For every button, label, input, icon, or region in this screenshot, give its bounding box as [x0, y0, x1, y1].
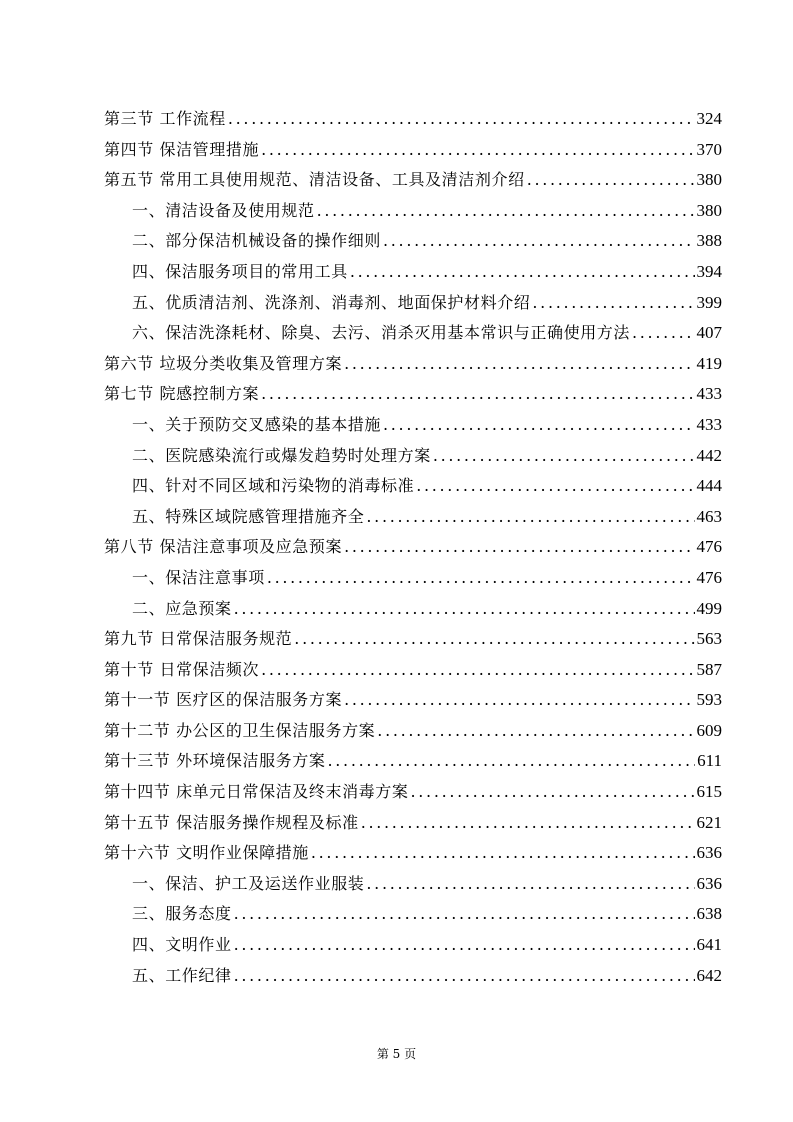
toc-dot-leader [234, 899, 695, 930]
toc-page-number: 476 [696, 567, 722, 587]
toc-dot-leader [366, 869, 694, 900]
toc-entry[interactable] [104, 135, 722, 166]
toc-entry-title: 第十二节 办公区的卫生保洁服务方案 [104, 720, 376, 740]
toc-page-number: 444 [696, 476, 722, 496]
toc-dot-leader [350, 257, 695, 288]
toc-dot-leader [234, 594, 695, 625]
toc-subentry[interactable] [104, 930, 722, 961]
toc-dot-leader [344, 532, 694, 563]
toc-subentry[interactable] [104, 961, 722, 992]
toc-page-number: 563 [696, 629, 722, 649]
toc-page-number: 476 [696, 537, 722, 557]
toc-dot-leader [411, 777, 695, 808]
toc-page-number: 433 [696, 384, 722, 404]
toc-entry[interactable] [104, 746, 722, 777]
toc-dot-leader [366, 502, 694, 533]
toc-entry-title: 第十六节 文明作业保障措施 [104, 843, 309, 863]
toc-entry-title: 第三节 工作流程 [104, 109, 226, 128]
toc-dot-leader [344, 685, 694, 716]
toc-entry[interactable] [104, 655, 722, 686]
toc-page-number: 636 [696, 873, 722, 893]
toc-subentry[interactable] [104, 410, 722, 441]
toc-dot-leader [294, 624, 694, 655]
toc-subentry[interactable] [104, 257, 722, 288]
toc-entry[interactable] [104, 349, 722, 380]
toc-entry-title: 五、优质清洁剂、洗涤剂、消毒剂、地面保护材料介绍 [132, 292, 531, 312]
toc-entry[interactable] [104, 624, 722, 655]
toc-entry[interactable] [104, 777, 722, 808]
toc-dot-leader [632, 318, 694, 349]
toc-page-number: 499 [696, 598, 722, 618]
toc-subentry[interactable] [104, 471, 722, 502]
toc-entry-title: 一、关于预防交叉感染的基本措施 [132, 414, 382, 434]
toc-entry-title: 第十五节 保洁服务操作规程及标准 [104, 812, 359, 832]
toc-page-number: 609 [696, 720, 722, 740]
toc-entry-title: 五、特殊区域院感管理措施齐全 [132, 506, 365, 526]
toc-page-number: 388 [696, 231, 722, 251]
toc-entry[interactable] [104, 532, 722, 563]
page-footer [0, 1045, 793, 1062]
toc-dot-leader [361, 808, 695, 839]
toc-entry[interactable] [104, 104, 722, 135]
toc-entry[interactable] [104, 808, 722, 839]
toc-page-number: 407 [696, 323, 722, 343]
toc-entry-title: 第十四节 床单元日常保洁及终末消毒方案 [104, 782, 409, 802]
toc-dot-leader [267, 563, 695, 594]
toc-dot-leader [261, 655, 694, 686]
toc-page-number: 370 [696, 139, 722, 159]
toc-entry-title: 第七节 院感控制方案 [104, 384, 260, 404]
toc-subentry[interactable] [104, 441, 722, 472]
toc-subentry[interactable] [104, 196, 722, 227]
toc-dot-leader [383, 410, 694, 441]
toc-subentry[interactable] [104, 226, 722, 257]
toc-subentry[interactable] [104, 594, 722, 625]
toc-entry-title: 四、保洁服务项目的常用工具 [132, 261, 348, 281]
toc-dot-leader [416, 471, 694, 502]
toc-dot-leader [234, 961, 695, 992]
toc-entry-title: 第六节 垃圾分类收集及管理方案 [104, 353, 343, 373]
toc-entry-title: 第八节 保洁注意事项及应急预案 [104, 537, 343, 557]
toc-entry[interactable] [104, 165, 722, 196]
toc-dot-leader [433, 441, 695, 472]
toc-page-number: 442 [696, 445, 722, 465]
toc-entry-title: 三、服务态度 [132, 904, 232, 924]
toc-page-number: 621 [696, 812, 722, 832]
toc-page-number: 419 [696, 353, 722, 373]
toc-entry-title: 第九节 日常保洁服务规范 [104, 629, 293, 649]
toc-subentry[interactable] [104, 318, 722, 349]
toc-page-number: 380 [696, 170, 722, 190]
toc-page-number: 641 [696, 935, 722, 955]
toc-entry-title: 二、医院感染流行或爆发趋势时处理方案 [132, 445, 431, 465]
toc-entry-title: 六、保洁洗涤耗材、除臭、去污、消杀灭用基本常识与正确使用方法 [132, 323, 631, 343]
toc-entry-title: 四、针对不同区域和污染物的消毒标准 [132, 476, 415, 496]
toc-subentry[interactable] [104, 899, 722, 930]
toc-entry-title: 第五节 常用工具使用规范、清洁设备、工具及清洁剂介绍 [104, 170, 525, 190]
toc-entry-title: 一、保洁注意事项 [132, 567, 265, 587]
toc-subentry[interactable] [104, 869, 722, 900]
toc-page-number: 636 [696, 843, 722, 863]
toc-entry[interactable] [104, 716, 722, 747]
toc-page-number: 587 [696, 659, 722, 679]
toc-entry-title: 二、应急预案 [132, 598, 232, 618]
toc-page-number: 463 [696, 506, 722, 526]
toc-dot-leader [383, 226, 694, 257]
toc-page-number: 642 [696, 965, 722, 985]
toc-entry[interactable] [104, 379, 722, 410]
toc-page-number: 324 [696, 109, 722, 128]
toc-dot-leader [261, 135, 694, 166]
toc-entry-title: 二、部分保洁机械设备的操作细则 [132, 231, 382, 251]
toc-dot-leader [311, 838, 695, 869]
toc-entry-title: 五、工作纪律 [132, 965, 232, 985]
toc-dot-leader [532, 288, 694, 319]
toc-subentry[interactable] [104, 563, 722, 594]
toc-page-number: 433 [696, 414, 722, 434]
toc-page-number: 399 [696, 292, 722, 312]
toc-page-number: 593 [696, 690, 722, 710]
toc-dot-leader [261, 379, 694, 410]
toc-dot-leader [377, 716, 694, 747]
toc-entry-title: 第十节 日常保洁频次 [104, 659, 260, 679]
toc-dot-leader [317, 196, 695, 227]
toc-entry-title: 第十一节 医疗区的保洁服务方案 [104, 690, 343, 710]
toc-page-number: 380 [696, 200, 722, 220]
toc-entry[interactable] [104, 838, 722, 869]
toc-entry[interactable] [104, 685, 722, 716]
toc-dot-leader [234, 930, 695, 961]
toc-page-number: 638 [696, 904, 722, 924]
toc-dot-leader [344, 349, 694, 380]
toc-entry-title: 一、清洁设备及使用规范 [132, 200, 315, 220]
toc-entry-title: 第十三节 外环境保洁服务方案 [104, 751, 326, 771]
toc-entry-title: 第四节 保洁管理措施 [104, 139, 260, 159]
toc-subentry[interactable] [104, 288, 722, 319]
page-number-label: 第 5 页 [376, 1047, 417, 1061]
toc-subentry[interactable] [104, 502, 722, 533]
toc-entry-title: 一、保洁、护工及运送作业服装 [132, 873, 365, 893]
toc-page-number: 615 [696, 782, 722, 802]
toc-dot-leader [228, 104, 695, 135]
toc-dot-leader [527, 165, 695, 196]
toc-entry-title: 四、文明作业 [132, 935, 232, 955]
toc-page-number: 611 [697, 751, 722, 771]
table-of-contents [104, 104, 722, 991]
toc-page-number: 394 [696, 261, 722, 281]
toc-dot-leader [328, 746, 696, 777]
